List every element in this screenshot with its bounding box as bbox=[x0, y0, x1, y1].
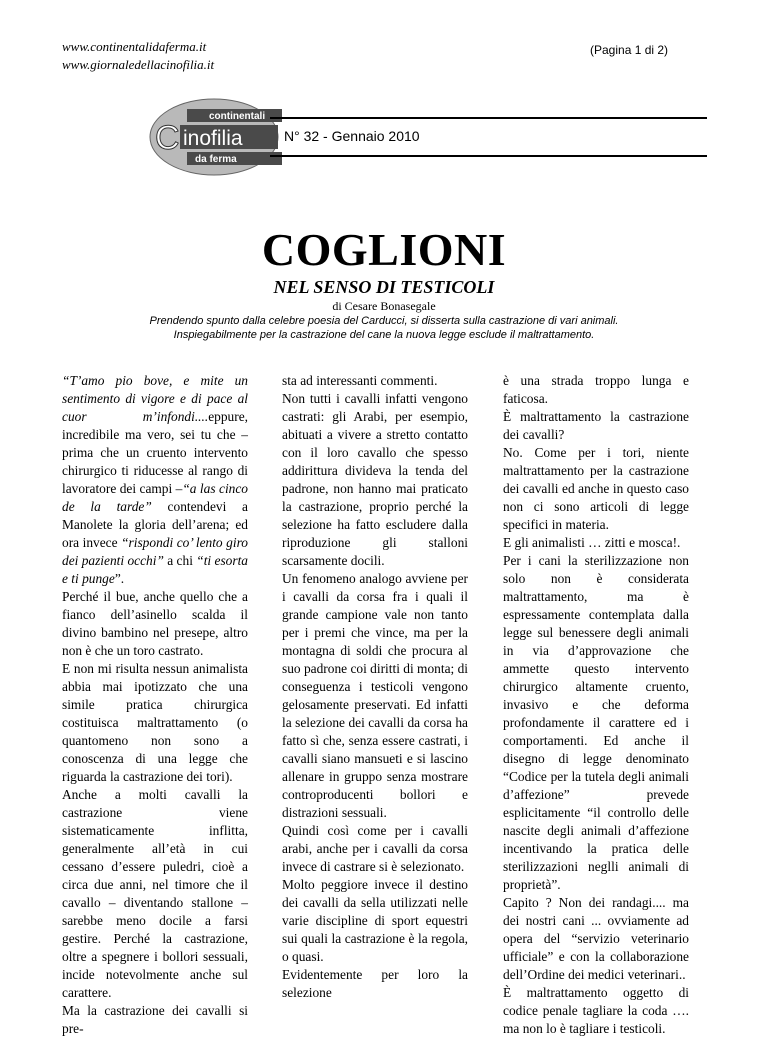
issue-bar bbox=[270, 117, 707, 157]
poem-quote: “T’amo pio bove, e mite un sentimento di vigore e di pace al cuor m’infondi.... bbox=[62, 373, 248, 424]
article-subtitle: NEL SENSO DI TESTICOLI bbox=[273, 277, 495, 297]
paragraph: Molto peggiore invece il destino dei cavalli da sella utilizzati nelle varie discipline di sport equestri sui quali la castrazione è la regola, o quasi. bbox=[282, 877, 468, 964]
abstract-line-1: Prendendo spunto dalla celebre poesia del Carducci, si disserta sulla castrazione di vari animali. bbox=[149, 315, 619, 327]
paragraph: Non tutti i cavalli infatti vengono castrati: gli Arabi, per esempio, abituati a vivere a stretto contatto con il loro cavallo che spesso addirittura divideva la tenda del padrone, non hanno mai praticato la castrazione, proprio perché la selezione ha fatto escludere dalla riproduzione gli stalloni scarsamente docili. bbox=[282, 391, 468, 568]
paragraph: È maltrattamento la castrazione dei cavalli? bbox=[503, 409, 689, 442]
paragraph: Perché il bue, anche quello che a fianco dell’asinello scalda il divino bambino nel presepe, altro non è che un toro castrato. bbox=[62, 589, 248, 658]
paragraph: sta ad interessanti commenti. bbox=[282, 373, 438, 388]
paragraph: Un fenomeno analogo avviene per i cavalli da corsa fra i quali il grande campione vale non tanto per i premi che vince, ma per la montagna di soldi che procura al suo padrone coi diritti di monta; di conseguenza i testicoli vengono gelosamente preservati. Ed infatti la selezione dei cavalli da corsa ha fatto sì che, senza essere castrati, i cavalli siano mansueti e si lascino allenare in gruppo senza mostrare controproducenti bollori e distrazioni sessuali. bbox=[282, 571, 468, 820]
logo-letter: C bbox=[155, 119, 180, 157]
paragraph: Evidentemente per loro la selezione bbox=[282, 967, 468, 1000]
issue-label: N° 32 - Gennaio 2010 bbox=[284, 128, 420, 144]
logo-main-text: inofilia bbox=[183, 127, 243, 150]
article-title: COGLIONI bbox=[261, 224, 507, 275]
poem-quote: “a las cinco de la tarde” bbox=[62, 481, 248, 514]
cinofilia-logo bbox=[147, 97, 282, 177]
paragraph: “T’amo pio bove, e mite un sentimento di vigore e di pace al cuor m’infondi....eppure, incredibile ma vero, sei tu che – prima che un cruento intervento chirurgico ti riducesse al rango di lavoratore dei campi –“a las cinco de la tarde” contendevi a Manolete la gloria dell’arena; ed ora invece “rispondi co’ lento giro dei pazienti occhi” a chi “ti esorta e ti punge”. bbox=[62, 373, 249, 586]
paragraph: Capito ? Non dei randagi.... ma dei nostri cani ... ovviamente ad opera del “servizio veterinario ufficiale” e con la collaborazione dell’Ordine dei medici veterinari.. bbox=[503, 895, 689, 982]
page-number: (Pagina 1 di 2) bbox=[590, 43, 669, 57]
text-column-2 bbox=[282, 372, 468, 1002]
paragraph: No. Come per i tori, niente maltrattamento per la castrazione dei cavalli ed anche in questo caso non ci sono articoli di legge specifici in materia. bbox=[503, 445, 689, 532]
article-abstract bbox=[0, 314, 768, 342]
author-byline: di Cesare Bonasegale bbox=[332, 299, 436, 313]
poem-quote: “ti esorta e ti punge bbox=[62, 553, 248, 586]
text-column-3 bbox=[503, 372, 689, 1038]
paragraph: Anche a molti cavalli la castrazione viene sistematicamente inflitta, generalmente all’età in cui cessano d’essere puledri, cioè a circa due anni, nel timore che il cavallo – diventando stallone – sarebbe meno docile a farsi gestire. Perché la castrazione, oltre a spegnere i bollori sessuali, incide notevolmente anche sul carattere. bbox=[62, 787, 248, 1000]
logo-bottom-text: da ferma bbox=[195, 154, 237, 165]
abstract-line-2: Inspiegabilmente per la castrazione del cane la nuova legge esclude il maltrattamento. bbox=[173, 329, 595, 341]
paragraph: Ma la castrazione dei cavalli si pre- bbox=[62, 1003, 248, 1036]
paragraph: E non mi risulta nessun animalista abbia mai ipotizzato che una simile pratica chirurgica costituisca maltrattamento (o quantomeno non sono a conoscenza di una legge che riguarda la castrazione dei tori). bbox=[62, 661, 248, 784]
poem-quote: “rispondi co’ lento giro dei pazienti occhi” bbox=[62, 535, 248, 568]
paragraph: è una strada troppo lunga e faticosa. bbox=[503, 373, 689, 406]
website-url-giornale[interactable]: www.giornaledellacinofilia.it bbox=[62, 57, 215, 72]
website-url-continentali[interactable]: www.continentalidaferma.it bbox=[62, 39, 207, 54]
paragraph: E gli animalisti … zitti e mosca!. bbox=[503, 535, 681, 550]
paragraph: È maltrattamento oggetto di codice penale tagliare la coda …. ma non lo è tagliare i testicoli. bbox=[503, 985, 689, 1036]
text-column-1 bbox=[62, 372, 248, 1038]
paragraph: Quindi così come per i cavalli arabi, anche per i cavalli da corsa invece di castrare si è selezionato. bbox=[282, 823, 468, 874]
paragraph: Per i cani la sterilizzazione non solo non è considerata maltrattamento, ma è espressamente contemplata dalla legge sul benessere degli animali in via d’approvazione che ammette questo intervento chirurgico altamente cruento, invasivo e che deforma profondamente il carattere ed i comportamenti. Ed anche il disegno di legge denominato “Codice per la tutela degli animali d’affezione” prevede esplicitamente “il controllo delle nascite degli animali d’affezione incentivando la pratica delle sterilizzazioni neglli animali di proprietà”. bbox=[503, 553, 689, 892]
logo-top-text: continentali bbox=[209, 111, 266, 122]
